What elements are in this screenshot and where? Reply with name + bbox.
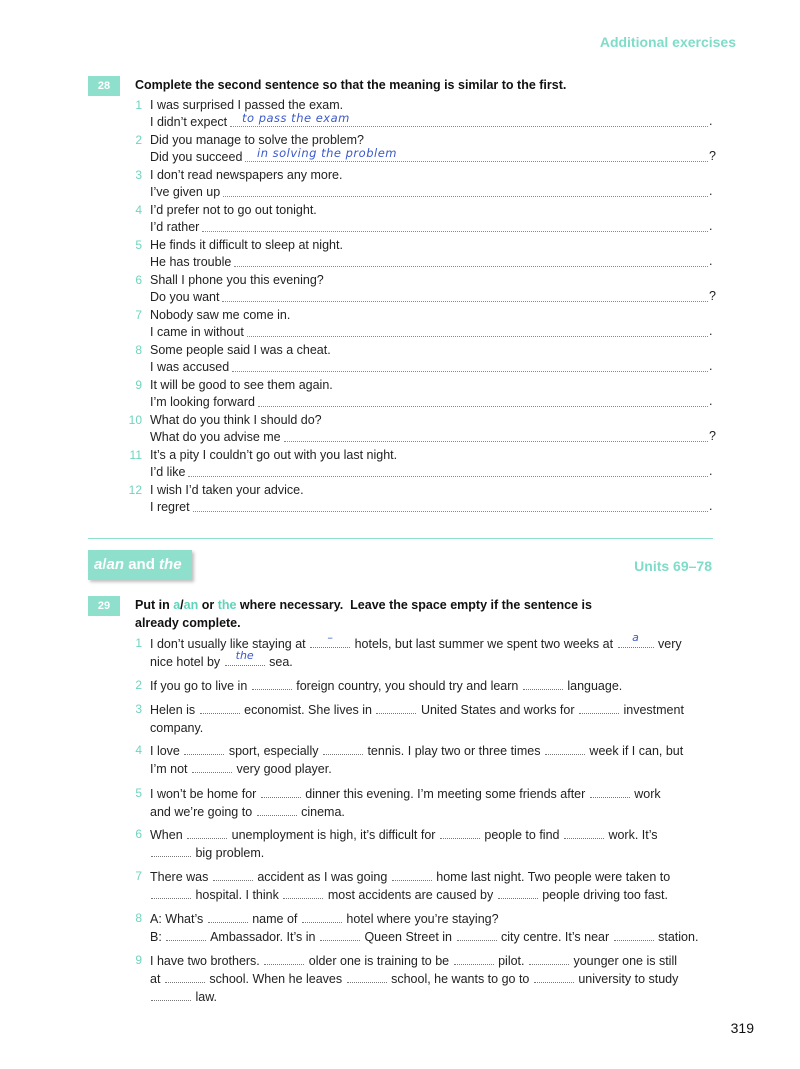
section-title-slash: / <box>102 556 107 573</box>
text: university to study <box>578 972 679 986</box>
text: home last night. Two people were taken to <box>436 870 671 884</box>
instr-or: or <box>198 598 218 612</box>
blank[interactable] <box>457 930 497 941</box>
q28-answer-line[interactable] <box>230 125 708 127</box>
q29-7-text <box>150 868 710 904</box>
section-divider <box>88 538 713 539</box>
q28-original-sentence: Nobody saw me come in. <box>150 308 291 322</box>
q28-number: 11 <box>129 448 142 462</box>
blank[interactable] <box>225 649 265 666</box>
text: sport, especially <box>228 744 319 758</box>
q28-end-punctuation: . <box>709 184 713 198</box>
q29-6-number: 6 <box>135 827 142 841</box>
text: I have two brothers. <box>150 954 260 968</box>
q28-sentence-start: I’ve given up <box>150 185 221 199</box>
q28-answer-line[interactable] <box>188 475 708 477</box>
text: school. When he leaves <box>209 972 343 986</box>
answer: the <box>235 649 254 662</box>
section-title-the: the <box>159 556 182 573</box>
q29-9-number: 9 <box>135 953 142 967</box>
text: cinema. <box>301 805 345 819</box>
q28-end-punctuation: . <box>709 219 713 233</box>
instr-slash: / <box>180 598 184 612</box>
q28-answer-line[interactable] <box>258 405 708 407</box>
text: If you go to live in <box>150 679 248 693</box>
q28-answer-line[interactable] <box>222 300 708 302</box>
text: week if I can, but <box>589 744 684 758</box>
q28-original-sentence: It’s a pity I couldn’t go out with you last night. <box>150 448 398 462</box>
exercise-28-instruction: Complete the second sentence so that the meaning is similar to the first. <box>135 78 567 92</box>
q28-end-punctuation: . <box>709 499 713 513</box>
q28-answer-line[interactable] <box>234 265 708 267</box>
q28-end-punctuation: . <box>709 324 713 338</box>
text: pilot. <box>498 954 525 968</box>
text: tennis. I play two or three times <box>367 744 541 758</box>
text: most accidents are caused by <box>327 888 494 902</box>
q29-1-text <box>150 631 710 671</box>
blank[interactable] <box>579 703 619 714</box>
q29-9-text <box>150 952 710 1006</box>
q28-answer-line[interactable] <box>223 195 708 197</box>
q28-original-sentence: Some people said I was a cheat. <box>150 343 331 357</box>
exercise-28-badge: 28 <box>88 76 120 96</box>
blank[interactable] <box>283 888 323 899</box>
text: Ambassador. It’s in <box>210 930 316 944</box>
blank[interactable] <box>302 912 342 923</box>
q28-sentence-start: Did you succeed <box>150 150 243 164</box>
blank[interactable] <box>590 787 630 798</box>
q29-5-text <box>150 785 710 821</box>
blank[interactable] <box>523 679 563 690</box>
q29-8-text <box>150 910 710 946</box>
blank[interactable] <box>200 703 240 714</box>
q28-sentence-start: I came in without <box>150 325 244 339</box>
exercise-29-instruction <box>135 596 695 632</box>
exercise-29-badge: 29 <box>88 596 120 616</box>
q28-end-punctuation: . <box>709 359 713 373</box>
text: I don’t usually like staying at <box>150 637 306 651</box>
text: big problem. <box>195 846 265 860</box>
q28-sentence-start: What do you advise me <box>150 430 281 444</box>
blank[interactable] <box>264 954 304 965</box>
text: at <box>150 972 161 986</box>
section-title-an: an <box>106 556 125 573</box>
page-header-title: Additional exercises <box>599 34 736 50</box>
q29-8-number: 8 <box>135 911 142 925</box>
text: station. <box>658 930 699 944</box>
blank[interactable] <box>534 972 574 983</box>
q28-original-sentence: I’d prefer not to go out tonight. <box>150 203 317 217</box>
q28-answer-line[interactable] <box>247 335 708 337</box>
q28-original-sentence: Shall I phone you this evening? <box>150 273 324 287</box>
text: investment <box>623 703 684 717</box>
q28-original-sentence: I don’t read newspapers any more. <box>150 168 343 182</box>
text: I love <box>150 744 180 758</box>
q28-end-punctuation: ? <box>709 289 716 303</box>
text: unemployment is high, it’s difficult for <box>231 828 436 842</box>
text: dinner this evening. I’m meeting some friends after <box>305 787 586 801</box>
blank[interactable] <box>323 744 363 755</box>
text: hospital. I think <box>195 888 279 902</box>
q28-number: 5 <box>135 238 142 252</box>
blank[interactable] <box>614 930 654 941</box>
text: I won’t be home for <box>150 787 257 801</box>
q28-end-punctuation: ? <box>709 429 716 443</box>
text: Helen is <box>150 703 196 717</box>
instr-the: the <box>217 598 237 612</box>
q28-sentence-start: He has trouble <box>150 255 232 269</box>
q29-5-number: 5 <box>135 786 142 800</box>
q28-sentence-start: I regret <box>150 500 190 514</box>
q28-end-punctuation: . <box>709 254 713 268</box>
q28-original-sentence: I was surprised I passed the exam. <box>150 98 344 112</box>
q28-number: 12 <box>128 483 142 497</box>
q28-answer-line[interactable] <box>232 370 708 372</box>
q28-original-sentence: It will be good to see them again. <box>150 378 333 392</box>
q28-number: 4 <box>135 203 142 217</box>
q28-end-punctuation: . <box>709 394 713 408</box>
blank[interactable] <box>376 703 416 714</box>
instr-an: an <box>183 598 199 612</box>
q28-handwritten-answer: in solving the problem <box>257 146 397 160</box>
q28-number: 1 <box>135 98 142 112</box>
page-number: 319 <box>730 1020 754 1036</box>
text: school, he wants to go to <box>391 972 530 986</box>
blank[interactable] <box>529 954 569 965</box>
q28-sentence-start: I was accused <box>150 360 230 374</box>
blank[interactable] <box>347 972 387 983</box>
q29-2-text <box>150 677 710 695</box>
text: name of <box>252 912 298 926</box>
q28-end-punctuation: . <box>709 464 713 478</box>
text: nice hotel by <box>150 655 221 669</box>
q28-number: 10 <box>128 413 142 427</box>
text: A: What’s <box>150 912 204 926</box>
text: economist. She lives in <box>244 703 372 717</box>
q29-2-number: 2 <box>135 678 142 692</box>
q28-sentence-start: I’d like <box>150 465 186 479</box>
q28-answer-line[interactable] <box>284 440 708 442</box>
q28-original-sentence: I wish I’d taken your advice. <box>150 483 304 497</box>
q28-number: 9 <box>135 378 142 392</box>
q29-3-number: 3 <box>135 702 142 716</box>
q28-number: 2 <box>135 133 142 147</box>
blank[interactable] <box>151 846 191 857</box>
q28-end-punctuation: . <box>709 114 713 128</box>
blank[interactable] <box>310 631 350 648</box>
section-units: Units 69–78 <box>634 558 712 574</box>
q28-original-sentence: He finds it difficult to sleep at night. <box>150 238 343 252</box>
q28-answer-line[interactable] <box>193 510 708 512</box>
q29-4-text <box>150 742 710 778</box>
text: I’m not <box>150 762 188 776</box>
instr-text-3: already complete. <box>135 616 241 630</box>
text: B: <box>150 930 162 944</box>
text: older one is training to be <box>308 954 450 968</box>
blank[interactable] <box>320 930 360 941</box>
blank[interactable] <box>564 828 604 839</box>
q28-number: 8 <box>135 343 142 357</box>
instr-a: a <box>173 598 181 612</box>
text: law. <box>195 990 218 1004</box>
blank[interactable] <box>165 972 205 983</box>
blank[interactable] <box>166 930 206 941</box>
q28-number: 3 <box>135 168 142 182</box>
q29-1-number: 1 <box>135 636 142 650</box>
blank[interactable] <box>257 805 297 816</box>
q28-sentence-start: I didn’t expect <box>150 115 228 129</box>
q28-sentence-start: I’m looking forward <box>150 395 255 409</box>
blank[interactable] <box>151 888 191 899</box>
q28-sentence-start: Do you want <box>150 290 220 304</box>
text: foreign country, you should try and learn <box>296 679 519 693</box>
section-title-bar <box>88 550 192 580</box>
q28-handwritten-answer: to pass the exam <box>242 111 350 125</box>
instr-text-2: where necessary. Leave the space empty if the sentence is <box>236 598 592 612</box>
text: work. It’s <box>608 828 658 842</box>
blank[interactable] <box>192 762 232 773</box>
blank[interactable] <box>208 912 248 923</box>
text: United States and works for <box>420 703 575 717</box>
section-title-a: a <box>94 556 103 573</box>
q28-end-punctuation: ? <box>709 149 716 163</box>
blank[interactable] <box>184 744 224 755</box>
q28-answer-line[interactable] <box>202 230 708 232</box>
text: accident as I was going <box>257 870 388 884</box>
q28-original-sentence: Did you manage to solve the problem? <box>150 133 365 147</box>
blank[interactable] <box>252 679 292 690</box>
q29-7-number: 7 <box>135 869 142 883</box>
answer: – <box>327 631 333 644</box>
text: very good player. <box>236 762 332 776</box>
q28-original-sentence: What do you think I should do? <box>150 413 322 427</box>
blank[interactable] <box>151 990 191 1001</box>
q28-answer-line[interactable] <box>245 160 708 162</box>
text: hotel where you’re staying? <box>346 912 499 926</box>
text: people to find <box>484 828 560 842</box>
instr-text: Put in <box>135 598 174 612</box>
q29-6-text <box>150 826 710 862</box>
text: There was <box>150 870 209 884</box>
blank[interactable] <box>213 870 253 881</box>
blank[interactable] <box>498 888 538 899</box>
blank[interactable] <box>261 787 301 798</box>
text: younger one is still <box>573 954 677 968</box>
text: very <box>658 637 682 651</box>
text: company. <box>150 721 204 735</box>
blank[interactable] <box>440 828 480 839</box>
text: sea. <box>269 655 293 669</box>
blank[interactable] <box>618 631 654 648</box>
text: Queen Street in <box>364 930 453 944</box>
q28-sentence-start: I’d rather <box>150 220 200 234</box>
answer: a <box>632 631 639 644</box>
q29-4-number: 4 <box>135 743 142 757</box>
text: hotels, but last summer we spent two weeks at <box>354 637 614 651</box>
section-title-and: and <box>124 556 160 573</box>
q28-number: 7 <box>135 308 142 322</box>
text: language. <box>567 679 623 693</box>
blank[interactable] <box>454 954 494 965</box>
text: work <box>634 787 661 801</box>
q29-3-text <box>150 701 710 737</box>
text: When <box>150 828 183 842</box>
text: people driving too fast. <box>542 888 668 902</box>
blank[interactable] <box>187 828 227 839</box>
q28-number: 6 <box>135 273 142 287</box>
blank[interactable] <box>545 744 585 755</box>
text: city centre. It’s near <box>500 930 610 944</box>
blank[interactable] <box>392 870 432 881</box>
text: and we’re going to <box>150 805 253 819</box>
